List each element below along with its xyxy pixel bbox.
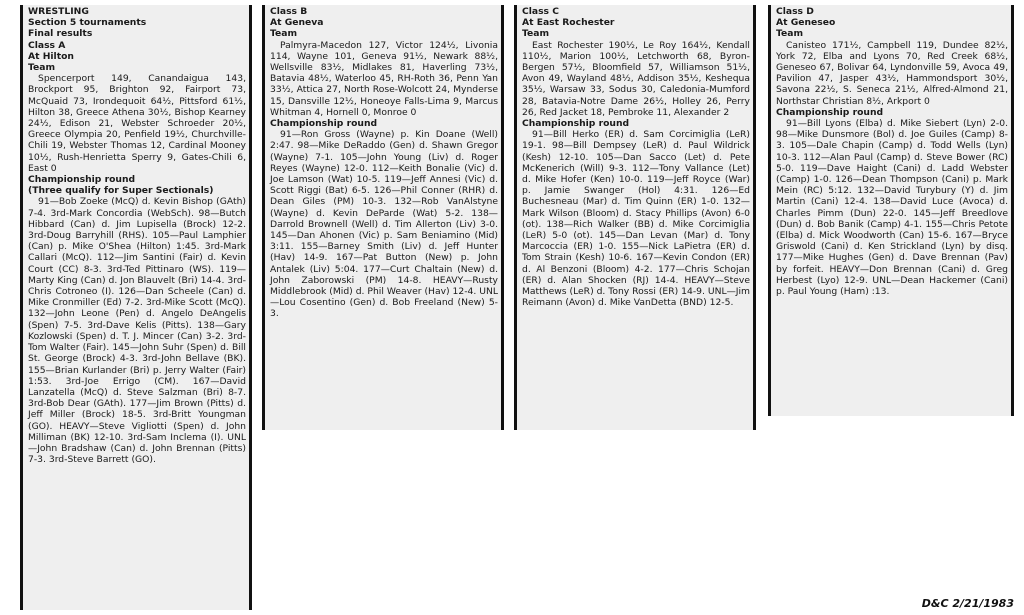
team-heading: Team <box>522 28 550 40</box>
location-heading: At Geneseo <box>776 17 836 29</box>
class-heading: Class C <box>522 6 559 17</box>
clipping-class-a <box>20 5 252 610</box>
clipping-class-d <box>768 5 1014 416</box>
class-heading: Class A <box>28 39 66 51</box>
round-results: 91—Bill Lyons (Elba) d. Mike Siebert (Lyn) 2-0. 98—Mike Dunsmore (Bol) d. Joe Guiles (Camp) 8-3. 105—Dale Chapin (Camp) d. Todd Wells (Lyn) 10-3. 112—Alan Paul (Camp) d. Steve Bower (RC) 5-0. 119—Dave Haight (Cani) d. Ladd Webster (Camp) 1-0. 126—Dean Thompson (Cani) p. Mark Mein (RC) 5:12. 132—David Turybury (Y) d. Jim Martin (Cani) 12-4. 138—David Luce (Avoca) d. Charles Pimm (Dun) 22-0. 145—Jeff Breedlove (Dun) d. Bob Banik (Camp) 4-1. 155—Chris Petote (Elba) d. Mick Woodworth (Can) 15-6. 167—Bryce Griswold (Cani) d. Ken Strickland (Lyn) by disq. 177—Mike Hughes (Gen) d. Dave Brennan (Pav) by forfeit. HEAVY—Don Brennan (Cani) d. Greg Herbest (Lyo) 12-9. UNL—Dean Hackemer (Cani) p. Paul Young (Ham) :13. <box>776 118 1008 298</box>
team-scores: Canisteo 171½, Campbell 119, Dundee 82½, York 72, Elba and Lyons 70, Red Creek 68½, Geneseo 67, Bolivar 64, Lyndonville 59, Avoca 49, Pavilion 47, Jasper 43½, Hammondsport 30½, Savona 22½, S. Seneca 21½, Alfred-Almond 21, Northstar Christian 8½, Arkport 0 <box>776 39 1008 107</box>
round-heading: Championship round <box>776 106 884 118</box>
class-heading: Class D <box>776 6 814 17</box>
team-heading: Team <box>270 28 298 40</box>
subtitle: Section 5 tournaments <box>28 17 147 29</box>
qualify-note: (Three qualify for Super Sectionals) <box>28 185 214 197</box>
source-credit: D&C 2/21/1983 <box>921 597 1014 610</box>
location-heading: At Hilton <box>28 50 74 62</box>
section-title: WRESTLING <box>28 6 89 17</box>
clipping-class-b <box>262 5 504 430</box>
team-scores: Spencerport 149, Canandaigua 143, Brockport 95, Brighton 92, Fairport 73, McQuaid 73, Irondequoit 64½, Pittsford 61½, Hilton 38, Greece Athena 30½, Bishop Kearney 24½, Edison 21, Webster Schroeder 20½, Greece Olympia 20, Penfield 19½, Churchville-Chili 19, Webster Thomas 12, Cardinal Mooney 10½, Rush-Henrietta Sperry 9, Gates-Chili 6, East 0 <box>28 73 246 174</box>
team-heading: Team <box>776 28 804 40</box>
round-results: 91—Ron Gross (Wayne) p. Kin Doane (Well) 2:47. 98—Mike DeRaddo (Gen) d. Shawn Gregor (Wayne) 7-1. 105—John Young (Liv) d. Roger Reyes (Wayne) 12-0. 112—Keith Bonalie (Vic) d. Joe Lamson (Wat) 10-5. 119—Jeff Annesi (Vic) d. Scott Riggi (Bat) 6-5. 126—Phil Conner (RHR) d. Dean Giles (PM) 10-3. 132—Rob VanAlstyne (Wayne) d. Kevin DeParde (Wat) 5-2. 138—Darrold Brownell (Well) d. Tim Allerton (Liv) 3-0. 145—Dan Ahonen (Vic) p. Sam Beniamino (Mid) 3:11. 155—Barney Smith (Liv) d. Jeff Hunter (Hav) 14-9. 167—Pat Button (New) p. John Antalek (Liv) 5:04. 177—Curt Chaltain (New) d. John Zaborowski (PM) 14-8. HEAVY—Rusty Middlebrook (Mid) d. Phil Weaver (Hav) 12-4. UNL—Lou Cosentino (Gen) d. Bob Freeland (New) 5-3. <box>270 129 498 320</box>
team-heading: Team <box>28 62 56 74</box>
round-results: 91—Bob Zoeke (McQ) d. Kevin Bishop (GAth) 7-4. 3rd-Mark Concordia (WebSch). 98—Butch Hibbard (Can) d. Jim Lupisella (Brock) 12-2. 3rd-Doug Barryhill (RHS). 105—Paul Lamphier (Can) p. Mike O'Shea (Hilton) 1:45. 3rd-Mark Callari (McQ). 112—Jim Santini (Fair) d. Kevin Court (CC) 8-3. 3rd-Ted Pittinaro (WS). 119—Marty King (Can) d. Jon Blauvelt (Bri) 14-4. 3rd-Chris Cotroneo (I). 126—Dan Scheele (Can) d. Mike Cronmiller (Ed) 7-2. 3rd-Mike Scott (McQ). 132—John Leone (Pen) d. Angelo DeAngelis (Spen) 7-5. 3rd-Dave Kelis (Pitts). 138—Gary Kozlowski (Spen) d. T. J. Mincer (Can) 3-2. 3rd-Tom Walter (Fair). 145—John Suhr (Spen) d. Bill St. George (Brock) 4-3. 3rd-John Bellave (BK). 155—Brian Kurlander (Bri) p. Jerry Walter (Fair) 1:53. 3rd-Joe Errigo (CM). 167—David Lanzatella (McQ) d. Steve Salzman (Bri) 8-7. 3rd-Bob Dear (GAth). 177—Jim Brown (Pitts) d. Jeff Miller (Brock) 18-5. 3rd-Britt Youngman (GO). HEAVY—Steve Vigliotti (Spen) d. John Milliman (BK) 12-10. 3rd-Sam Inclema (I). UNL—John Bradshaw (Can) d. John Brennan (Pitts) 7-3. 3rd-Steve Barrett (GO). <box>28 196 246 466</box>
team-scores: Palmyra-Macedon 127, Victor 124½, Livonia 114, Wayne 101, Geneva 91½, Newark 88½, Wellsville 83½, Midlakes 81, Haverling 73½, Batavia 48½, Waterloo 45, RH-Roth 36, Penn Yan 33½, Attica 27, North Rose-Wolcott 24, Mynderse 15, Dansville 12½, Honeoye Falls-Lima 9, Marcus Whitman 4, Hornell 0, Monroe 0 <box>270 39 498 118</box>
round-results: 91—Bill Herko (ER) d. Sam Corcimiglia (LeR) 19-1. 98—Bill Dempsey (LeR) d. Paul Wildrick (Kesh) 12-10. 105—Dan Sacco (Let) d. Pete McKenerich (Will) 9-3. 112—Tony Vallance (Let) d. Mike Hofer (Ken) 10-0. 119—Jeff Royce (War) p. Jamie Swanger (Hol) 4:31. 126—Ed Buchesneau (Mar) d. Tim Quinn (ER) 1-0. 132—Mark Wilson (Bloom) d. Stacy Phillips (Avon) 6-0 (ot). 138—Rich Walker (BB) d. Mike Corcimiglia (LeR) 5-0 (ot). 145—Dan Levan (Mar) d. Tony Marcoccia (ER) 1-0. 155—Nick LaPietra (ER) d. Tom Strain (Kesh) 10-6. 167—Kevin Condon (ER) d. Al Benzoni (Bloom) 4-2. 177—Chris Schojan (ER) d. Alan Shocken (RJ) 14-4. HEAVY—Steve Matthews (LeR) d. Tony Rossi (ER) 14-9. UNL—Jim Reimann (Avon) d. Mike VanDetta (BND) 12-5. <box>522 129 750 309</box>
results-heading: Final results <box>28 28 93 40</box>
class-heading: Class B <box>270 6 308 17</box>
round-heading: Championship round <box>270 118 378 130</box>
clipping-class-c <box>514 5 756 430</box>
team-scores: East Rochester 190½, Le Roy 164½, Kendall 110½, Marion 100½, Letchworth 68, Byron-Bergen 57½, Bloomfield 57, Williamson 51½, Avon 49, Wayland 48½, Addison 35½, Keshequa 35½, Warsaw 33, Sodus 30, Caledonia-Mumford 28, Batavia-Notre Dame 26½, Holley 26, Perry 26, Red Jacket 18, Pembroke 11, Alexander 2 <box>522 39 750 118</box>
location-heading: At Geneva <box>270 17 324 29</box>
location-heading: At East Rochester <box>522 17 615 29</box>
round-heading: Championship round <box>522 118 630 130</box>
round-heading: Championship round <box>28 174 136 186</box>
